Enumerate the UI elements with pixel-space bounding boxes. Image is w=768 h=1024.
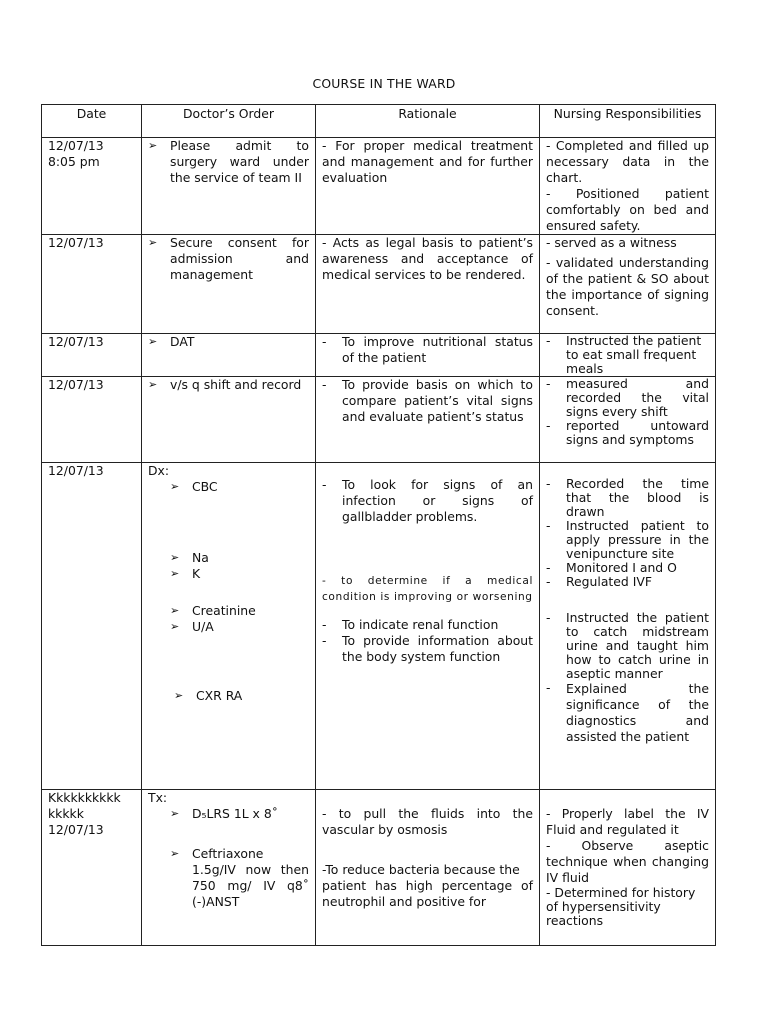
date-cell: 12/07/13 — [42, 463, 142, 790]
header-order: Doctor’s Order — [142, 105, 316, 138]
page-title: COURSE IN THE WARD — [312, 76, 456, 91]
table-row — [42, 235, 716, 334]
nursing-cell: - Properly label the IV Fluid and regulated it - Observe aseptic technique when changing IV fluid - Determined for history of hypersensitivity reactions — [540, 790, 716, 946]
rationale-cell: - For proper medical treatment and management and for further evaluation — [316, 138, 540, 235]
nursing-cell: - Recorded the time that the blood is drawn - Instructed patient to apply pressure in the venipuncture site - Monitored I and O - Regulated IVF - Instructed the patient to catch midstream urine and taught him how to catch urine in aseptic manner - Explained the significance of the diagnostics and assisted the patient — [540, 463, 716, 790]
arrow-bullet-icon: ➢ — [170, 567, 180, 580]
arrow-bullet-icon: ➢ — [170, 551, 180, 564]
date-cell: Kkkkkkkkkk kkkkk 12/07/13 — [42, 790, 142, 946]
date-cell: 12/07/13 8:05 pm — [42, 138, 142, 235]
nursing-cell: - served as a witness - validated understanding of the patient & SO about the importance of signing consent. — [540, 235, 716, 334]
rationale-cell: - To look for signs of an infection or signs of gallbladder problems. - to determine if a medical condition is improving or worsening - To indicate renal function - To provide information about the body system function — [316, 463, 540, 790]
arrow-bullet-icon: ➢ — [170, 807, 180, 820]
order-cell: ➢ Secure consent for admission and management — [142, 235, 316, 334]
arrow-bullet-icon: ➢ — [170, 604, 180, 617]
arrow-bullet-icon: ➢ — [170, 480, 180, 493]
date-cell: 12/07/13 — [42, 377, 142, 463]
header-row — [42, 105, 716, 138]
order-cell: ➢ v/s q shift and record — [142, 377, 316, 463]
header-nursing: Nursing Responsibilities — [540, 105, 716, 138]
rationale-cell: - Acts as legal basis to patient’s awareness and acceptance of medical services to be rendered. — [316, 235, 540, 334]
table-row — [42, 377, 716, 463]
arrow-bullet-icon: ➢ — [170, 847, 180, 860]
nursing-cell: - measured and recorded the vital signs every shift - reported untoward signs and symptoms — [540, 377, 716, 463]
order-cell: ➢ Please admit to surgery ward under the service of team II — [142, 138, 316, 235]
table-row — [42, 334, 716, 377]
order-cell: Dx: ➢ CBC ➢ Na ➢ K ➢ Creatinine ➢ U/A ➢ CXR RA — [142, 463, 316, 790]
order-cell: ➢ DAT — [142, 334, 316, 377]
order-cell: Tx: ➢ D₅LRS 1L x 8˚ ➢ Ceftriaxone 1.5g/IV now then 750 mg/ IV q8˚ (-)ANST — [142, 790, 316, 946]
rationale-cell: - to pull the fluids into the vascular by osmosis -To reduce bacteria because the patient has high percentage of neutrophil and positive for — [316, 790, 540, 946]
rationale-cell: - To improve nutritional status of the patient — [316, 334, 540, 377]
arrow-bullet-icon: ➢ — [170, 620, 180, 633]
header-rationale: Rationale — [316, 105, 540, 138]
nursing-cell: - Instructed the patient to eat small frequent meals — [540, 334, 716, 377]
arrow-bullet-icon: ➢ — [174, 689, 184, 702]
date-cell: 12/07/13 — [42, 334, 142, 377]
arrow-bullet-icon: ➢ — [148, 335, 158, 348]
arrow-bullet-icon: ➢ — [148, 378, 158, 391]
course-table — [41, 104, 716, 946]
table-row — [42, 463, 716, 790]
arrow-bullet-icon: ➢ — [148, 236, 158, 249]
header-date: Date — [42, 105, 142, 138]
nursing-cell: - Completed and filled up necessary data in the chart. - Positioned patient comfortably on bed and ensured safety. — [540, 138, 716, 235]
rationale-cell: - To provide basis on which to compare patient’s vital signs and evaluate patient’s status — [316, 377, 540, 463]
table-row — [42, 790, 716, 946]
table-row — [42, 138, 716, 235]
date-cell: 12/07/13 — [42, 235, 142, 334]
arrow-bullet-icon: ➢ — [148, 139, 158, 152]
